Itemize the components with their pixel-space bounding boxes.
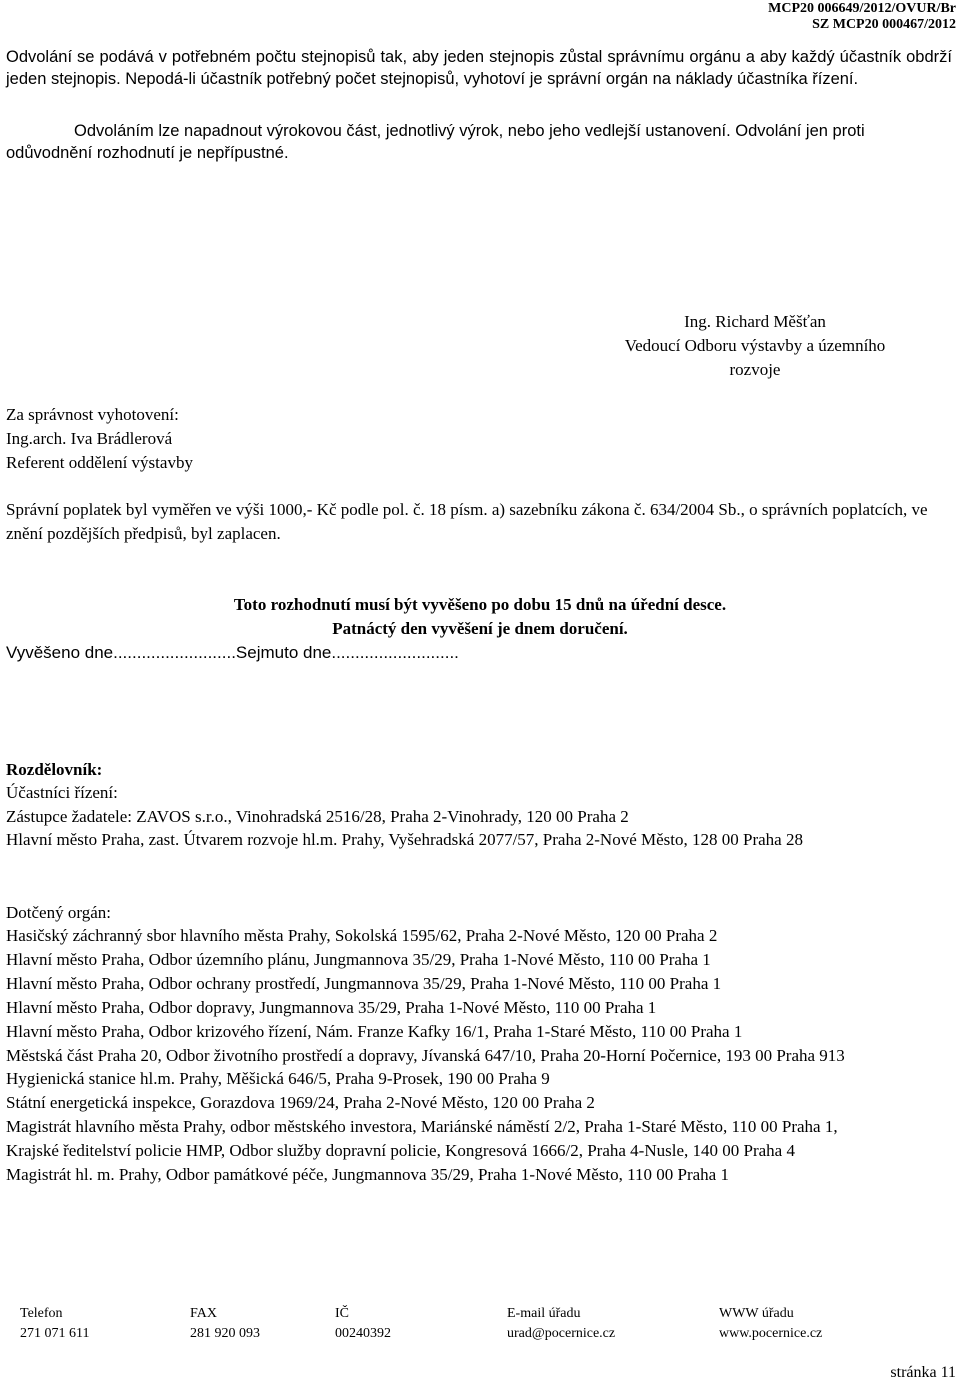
correctness-role: Referent oddělení výstavby bbox=[6, 453, 193, 472]
footer-ic bbox=[335, 1304, 391, 1344]
footer-fax-value: 281 920 093 bbox=[190, 1326, 260, 1341]
posting-dates: Vyvěšeno dne..........................Sejmuto dne........................... bbox=[6, 643, 459, 662]
correctness-name: Ing.arch. Iva Brádlerová bbox=[6, 429, 173, 448]
list-item: Hlavní město Praha, Odbor územního plánu, Jungmannova 35/29, Praha 1-Nové Město, 110 00 Praha 1 bbox=[6, 949, 711, 969]
footer-www-value: www.pocernice.cz bbox=[719, 1326, 823, 1341]
list-item: Zástupce žadatele: ZAVOS s.r.o., Vinohradská 2516/28, Praha 2-Vinohrady, 120 00 Praha 2 bbox=[6, 807, 629, 826]
page-number: stránka 11 bbox=[890, 1364, 956, 1381]
posting-delivery: Patnáctý den vyvěšení je dnem doručení. bbox=[332, 619, 628, 638]
appeal-paragraph-1: Odvolání se podává v potřebném počtu stejnopisů tak, aby jeden stejnopis zůstal správnímu orgánu a aby každý účastník obdrží jeden stejnopis. Nepodá-li účastník potřebný počet stejnopisů, vyhotoví je správní orgán na náklady účastníka řízení. bbox=[6, 48, 952, 88]
posting-notice: Toto rozhodnutí musí být vyvěšeno po dobu 15 dnů na úřední desce. bbox=[233, 595, 727, 614]
footer-email-label: E-mail úřadu bbox=[507, 1306, 581, 1321]
list-item: Hlavní město Praha, Odbor ochrany prostředí, Jungmannova 35/29, Praha 1-Nové Město, 110 00 Praha 1 bbox=[6, 973, 722, 993]
footer-www bbox=[719, 1304, 822, 1344]
fee-paragraph: Správní poplatek byl vyměřen ve výši 1000,- Kč podle pol. č. 18 písm. a) sazebníku zákona č. 634/2004 Sb., o správních poplatcích, ve znění pozdějších předpisů, byl zaplacen. bbox=[6, 500, 928, 543]
document-reference: MCP20 006649/2012/OVUR/Br bbox=[768, 1, 956, 16]
footer-email-value: urad@pocernice.cz bbox=[507, 1326, 616, 1341]
footer-phone-value: 271 071 611 bbox=[20, 1326, 90, 1341]
correctness-label: Za správnost vyhotovení: bbox=[6, 405, 179, 424]
list-item: Hlavní město Praha, zast. Útvarem rozvoje hl.m. Prahy, Vyšehradská 2077/57, Praha 2-Nové Město, 128 00 Praha 28 bbox=[6, 830, 803, 849]
footer-ic-label: IČ bbox=[335, 1306, 349, 1321]
list-item: Městská část Praha 20, Odbor životního prostředí a dopravy, Jívanská 647/10, Praha 20-Horní Počernice, 193 00 Praha 913 bbox=[6, 1045, 845, 1065]
signatory-title: Vedoucí Odboru výstavby a územního bbox=[624, 336, 886, 355]
footer-email bbox=[507, 1304, 615, 1344]
appeal-paragraph-2: Odvoláním lze napadnout výrokovou část, jednotlivý výrok, nebo jeho vedlejší ustanovení. Odvolání jen proti odůvodnění rozhodnutí je nepřípustné. bbox=[6, 122, 865, 162]
footer-fax bbox=[190, 1304, 260, 1344]
participants-list bbox=[6, 805, 938, 851]
footer-phone bbox=[20, 1304, 89, 1344]
file-reference: SZ MCP20 000467/2012 bbox=[812, 17, 956, 32]
signatory-block bbox=[560, 310, 950, 382]
footer-www-label: WWW úřadu bbox=[719, 1306, 794, 1321]
list-item: Hygienická stanice hl.m. Prahy, Měšická 646/5, Praha 9-Prosek, 190 00 Praha 9 bbox=[6, 1069, 550, 1089]
list-item: Hlavní město Praha, Odbor dopravy, Jungmannova 35/29, Praha 1-Nové Město, 110 00 Praha 1 bbox=[6, 997, 657, 1017]
list-item: Krajské ředitelství policie HMP, Odbor služby dopravní policie, Kongresová 1666/2, Praha 4-Nusle, 140 00 Praha 4 bbox=[6, 1141, 795, 1161]
participants-label: Účastníci řízení: bbox=[6, 783, 118, 802]
footer-fax-label: FAX bbox=[190, 1306, 217, 1321]
signatory-name: Ing. Richard Měšťan bbox=[684, 312, 826, 331]
distribution-title: Rozdělovník: bbox=[6, 760, 103, 779]
list-item: Hasičský záchranný sbor hlavního města Prahy, Sokolská 1595/62, Praha 2-Nové Město, 120 00 Praha 2 bbox=[6, 926, 718, 945]
list-item: Magistrát hl. m. Prahy, Odbor památkové péče, Jungmannova 35/29, Praha 1-Nové Město, 110 00 Praha 1 bbox=[6, 1165, 729, 1185]
footer-phone-label: Telefon bbox=[20, 1306, 63, 1321]
footer-ic-value: 00240392 bbox=[335, 1326, 391, 1341]
authorities-list bbox=[6, 924, 938, 1187]
signatory-title-cont: rozvoje bbox=[729, 360, 781, 379]
list-item: Státní energetická inspekce, Gorazdova 1969/24, Praha 2-Nové Město, 120 00 Praha 2 bbox=[6, 1093, 595, 1113]
list-item: Hlavní město Praha, Odbor krizového řízení, Nám. Franze Kafky 16/1, Praha 1-Staré Město, 110 00 Praha 1 bbox=[6, 1021, 743, 1041]
list-item: Magistrát hlavního města Prahy, odbor městského investora, Mariánské náměstí 2/2, Praha 1-Staré Město, 110 00 Praha 1, bbox=[6, 1117, 838, 1137]
authority-label: Dotčený orgán: bbox=[6, 903, 111, 922]
